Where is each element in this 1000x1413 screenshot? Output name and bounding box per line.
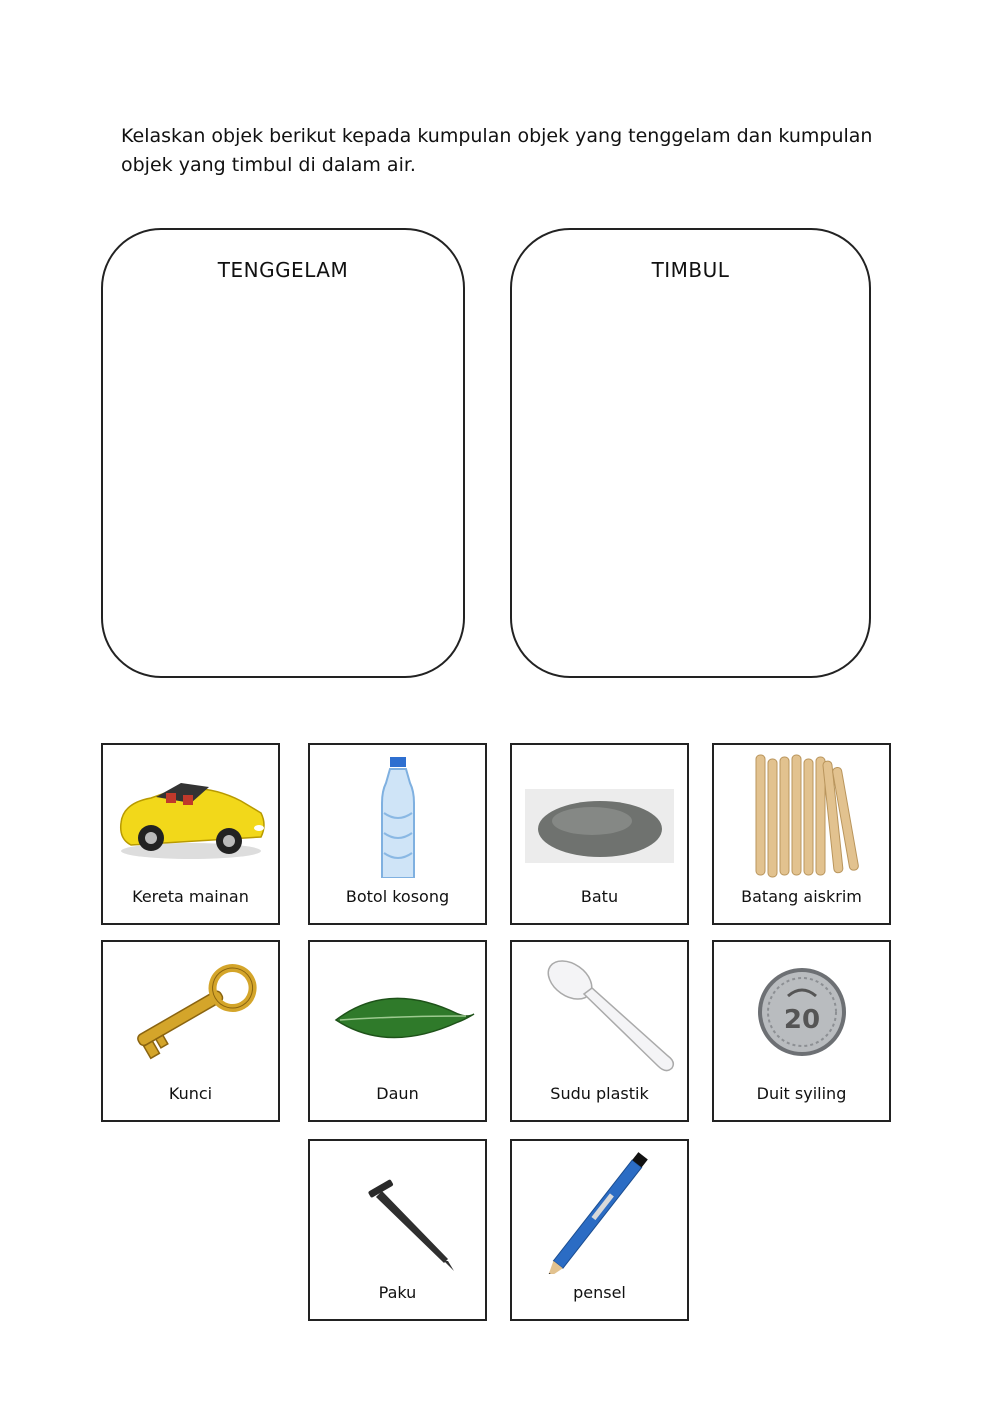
item-card-empty-bottle[interactable]: [308, 743, 487, 925]
sink-drop-zone[interactable]: [101, 228, 465, 678]
item-label: Duit syiling: [756, 1084, 847, 1103]
item-label: Batu: [580, 887, 619, 906]
leaf-icon: [318, 950, 477, 1075]
item-label: Paku: [378, 1283, 417, 1302]
item-label: Kunci: [168, 1084, 213, 1103]
item-card-coin[interactable]: [712, 940, 891, 1122]
float-zone-title: TIMBUL: [651, 258, 730, 282]
item-card-pencil[interactable]: [510, 1139, 689, 1321]
stone-icon: [520, 753, 679, 878]
item-label: Botol kosong: [345, 887, 450, 906]
nail-icon: [318, 1149, 477, 1274]
pencil-icon: [520, 1149, 679, 1274]
item-label: pensel: [573, 1283, 626, 1302]
item-label: Daun: [376, 1084, 419, 1103]
item-label: Batang aiskrim: [741, 887, 862, 906]
item-label: Kereta mainan: [132, 887, 249, 906]
instruction-text: Kelaskan objek berikut kepada kumpulan objek yang tenggelam dan kumpulan objek yang timbul di dalam air.: [121, 125, 873, 176]
item-card-toy-car[interactable]: [101, 743, 280, 925]
toy-car-icon: [111, 753, 270, 878]
coin-icon: [722, 950, 881, 1075]
coin-value: 20: [783, 1005, 821, 1035]
item-card-key[interactable]: [101, 940, 280, 1122]
item-label: Sudu plastik: [550, 1084, 649, 1103]
empty-bottle-icon: [318, 753, 477, 878]
item-card-leaf[interactable]: [308, 940, 487, 1122]
item-card-nail[interactable]: [308, 1139, 487, 1321]
item-card-ice-cream-sticks[interactable]: [712, 743, 891, 925]
item-card-stone[interactable]: [510, 743, 689, 925]
ice-cream-sticks-icon: [722, 753, 881, 878]
float-drop-zone[interactable]: [510, 228, 871, 678]
key-icon: [111, 950, 270, 1075]
item-card-plastic-spoon[interactable]: [510, 940, 689, 1122]
plastic-spoon-icon: [520, 950, 679, 1075]
sink-zone-title: TENGGELAM: [217, 258, 349, 282]
